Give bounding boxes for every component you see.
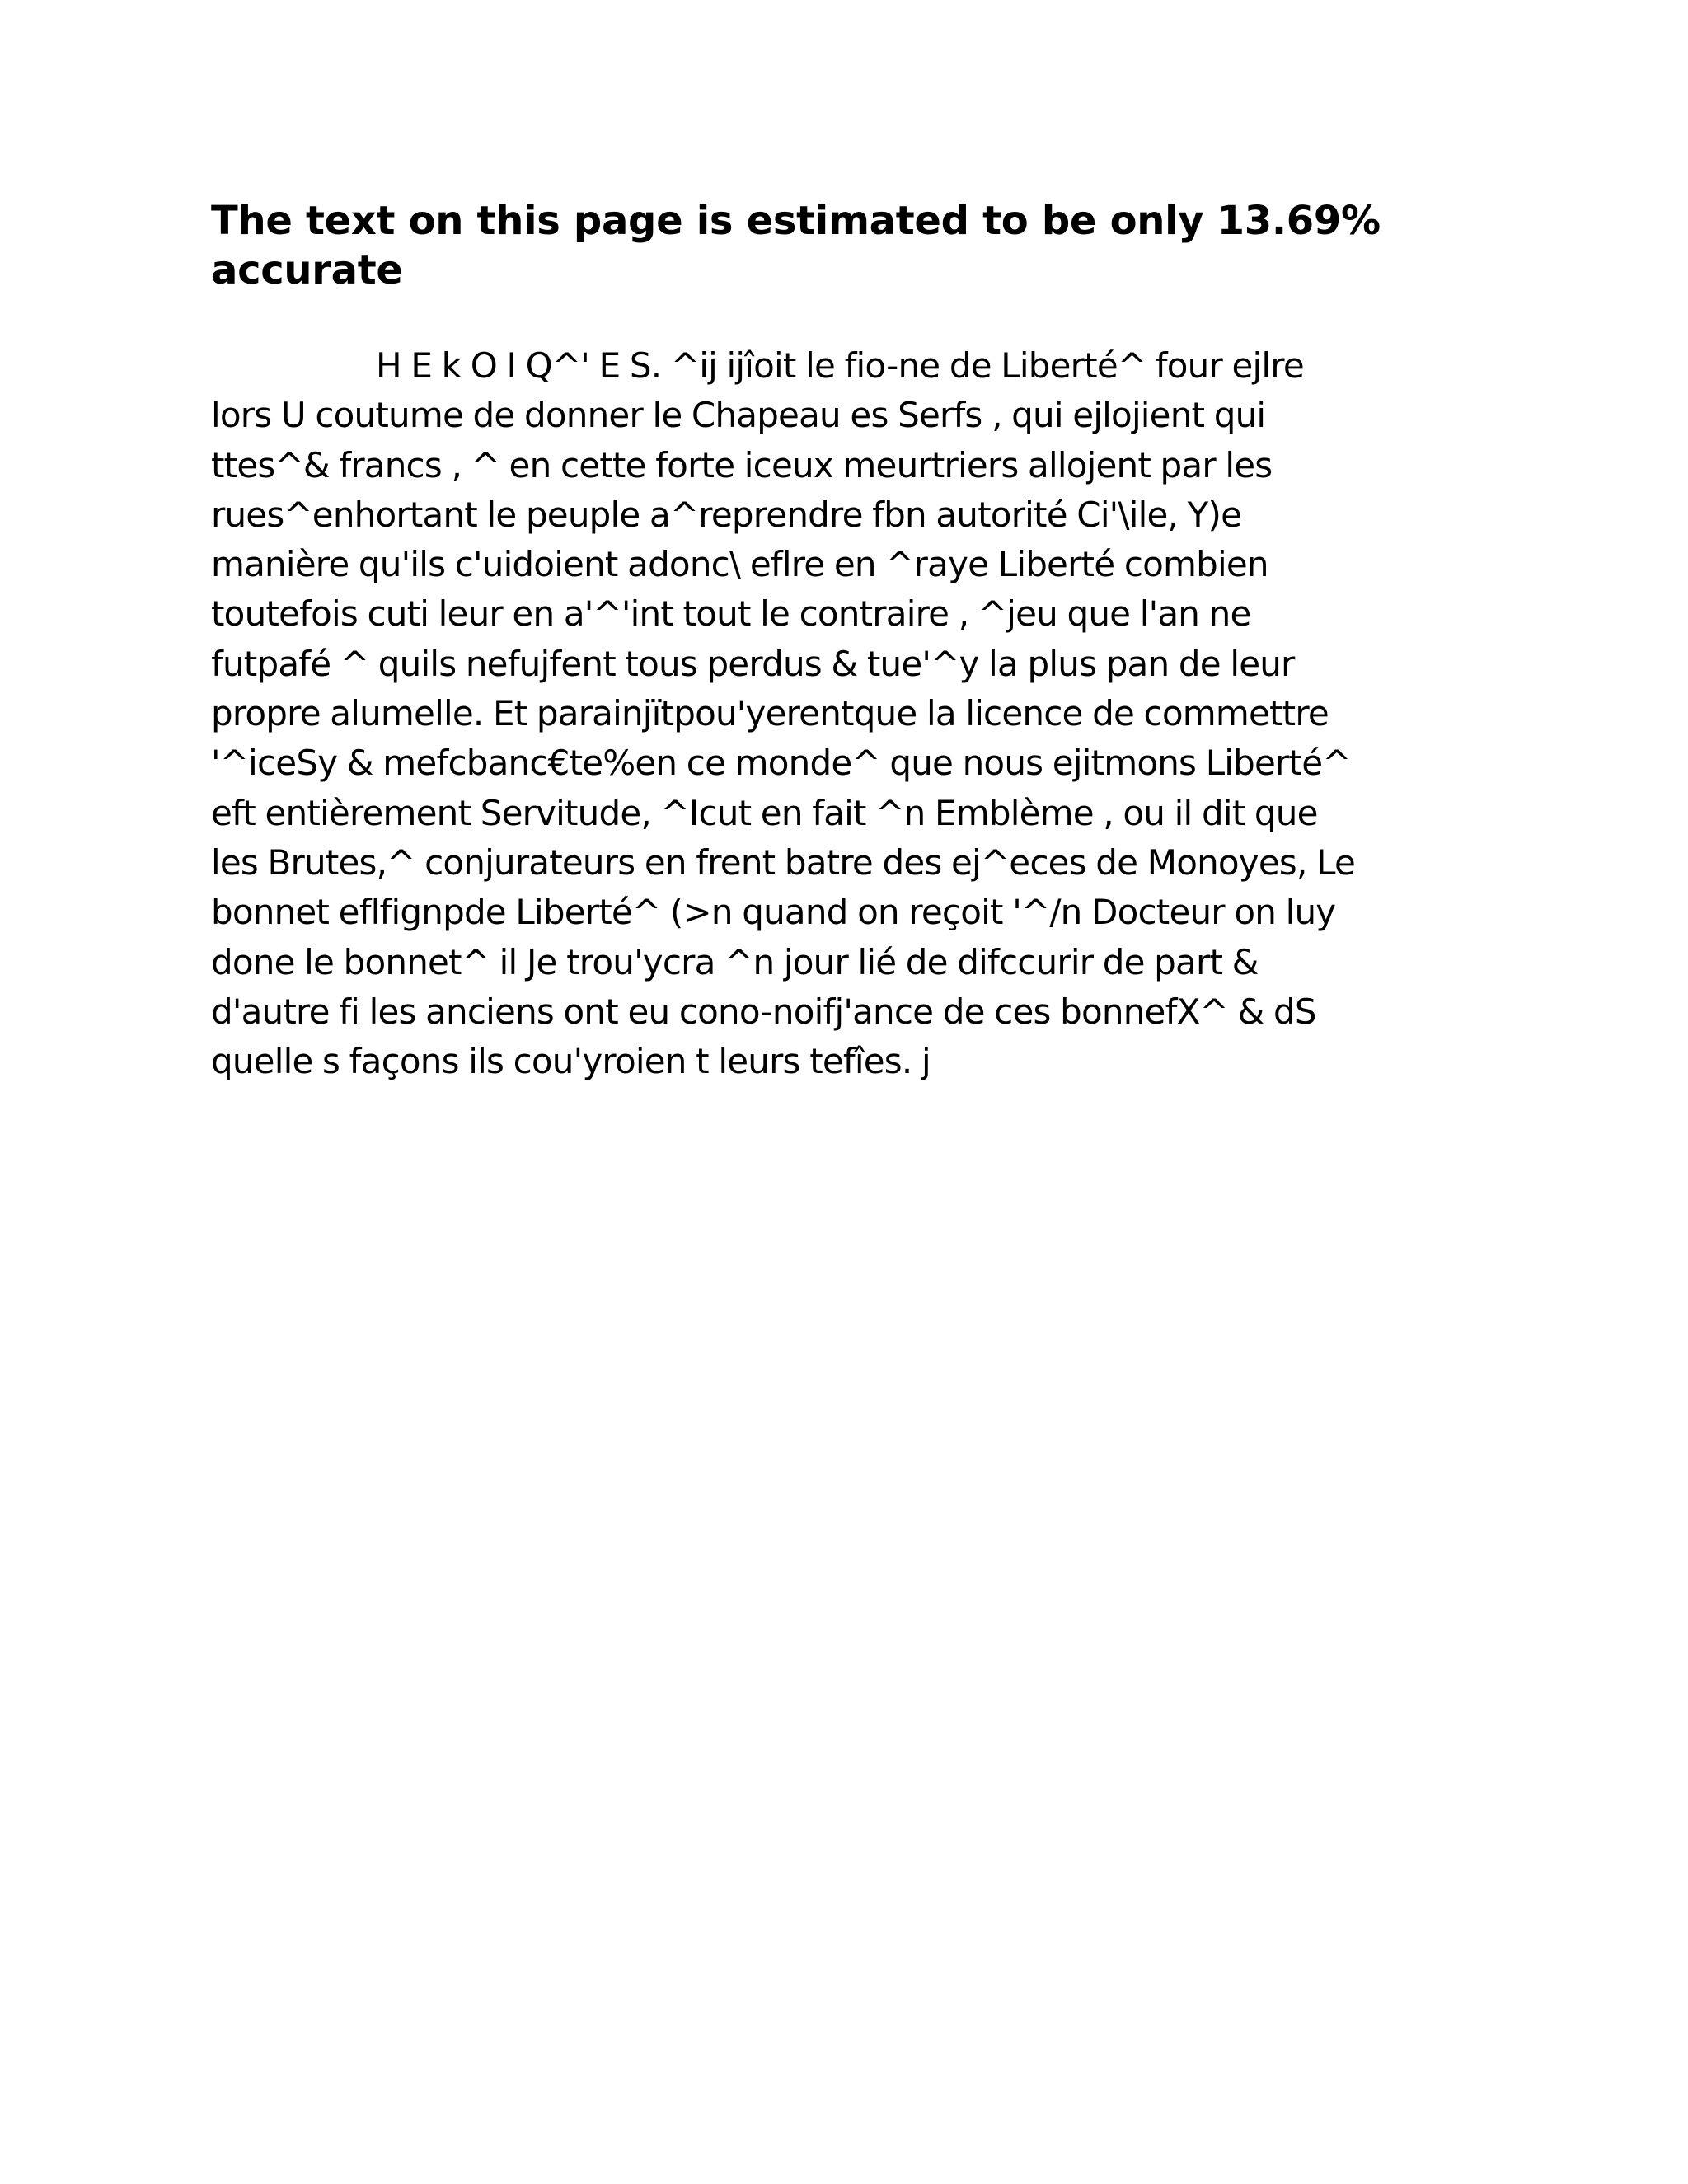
- heading-line: The text on this page is estimated to be only 13.69%: [211, 198, 1381, 244]
- text-line: propre alumelle. Et parainjïtpou'yerentque la licence de commettre: [211, 693, 1329, 734]
- text-line: toutefois cuti leur en a'^'int tout le contraire , ^jeu que l'an ne: [211, 593, 1251, 635]
- heading-line: accurate: [211, 247, 403, 293]
- text-line: H E k O I Q^' E S. ^ij ijîoit le fio-ne de Liberté^ four ejlre: [376, 345, 1304, 386]
- text-line: manière qu'ils c'uidoient adonc\ eflre en ^raye Liberté combien: [211, 544, 1268, 585]
- text-line: d'autre fi les anciens ont eu cono-noifj'ance de ces bonnefX^ & dS: [211, 991, 1316, 1032]
- text-line: eft entièrement Servitude, ^Icut en fait ^n Emblème , ou il dit que: [211, 792, 1318, 833]
- accuracy-heading: [211, 196, 1398, 295]
- text-line: lors U coutume de donner le Chapeau es Serfs , qui ejlojient qui: [211, 395, 1266, 436]
- text-line: futpafé ^ quils nefujfent tous perdus & tue'^y la plus pan de leur: [211, 643, 1295, 684]
- ocr-body-text: [211, 341, 1497, 1086]
- text-line: ttes^& francs , ^ en cette forte iceux meurtriers allojent par les: [211, 444, 1273, 485]
- text-line: done le bonnet^ il Je trou'ycra ^n jour lié de difccurir de part &: [211, 941, 1259, 982]
- text-line: les Brutes,^ conjurateurs en frent batre des ej^eces de Monoyes, Le: [211, 841, 1355, 883]
- text-line: rues^enhortant le peuple a^reprendre fbn autorité Ci'\ile, Y)e: [211, 494, 1242, 535]
- text-line: quelle s façons ils cou'yroien t leurs tefîes. j: [211, 1041, 931, 1082]
- text-line: bonnet eflfignpde Liberté^ (>n quand on reçoit '^/n Docteur on luy: [211, 892, 1336, 933]
- text-line: '^iceSy & mefcbanc€te%en ce monde^ que nous ejitmons Liberté^: [211, 743, 1351, 784]
